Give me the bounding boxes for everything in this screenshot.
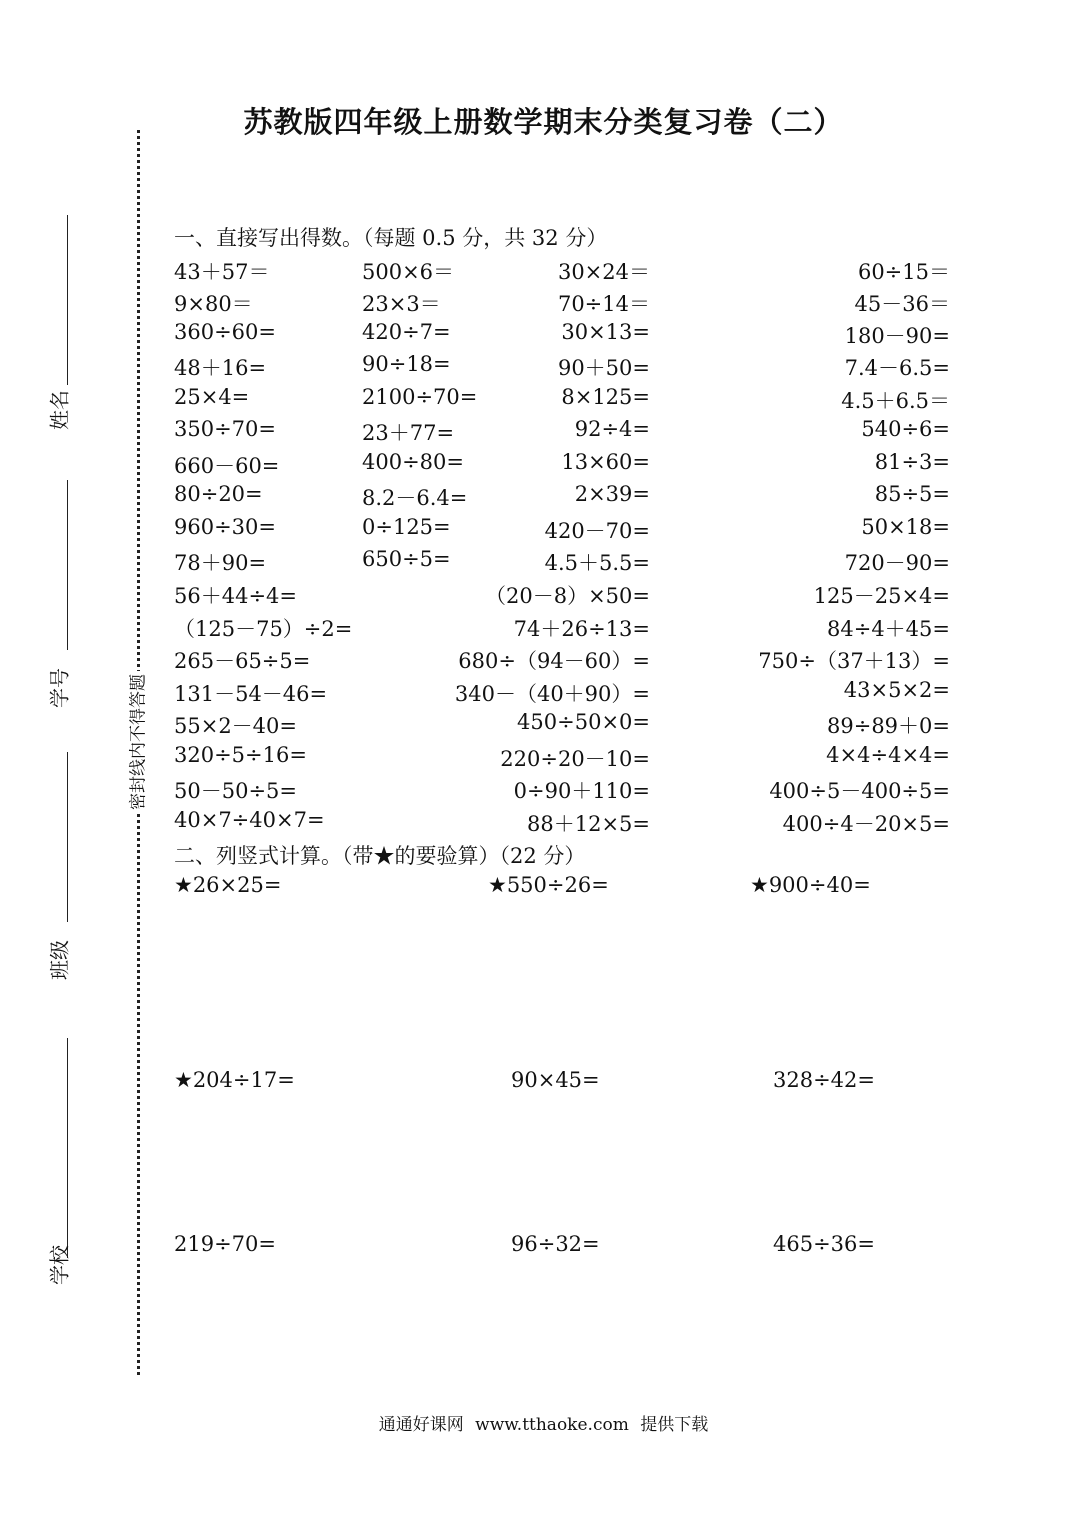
problem: 420－70= (544, 519, 650, 543)
problem: 4×4÷4×4= (826, 743, 950, 767)
problem: 360÷60= (174, 320, 276, 344)
problem: 2×39= (574, 482, 650, 506)
section-1-heading: 一、直接写出得数。（每题 0.5 分，共 32 分） (174, 226, 608, 250)
table-row (0, 645, 1087, 677)
problem: 56＋44÷4= (174, 584, 297, 608)
problem: 400÷5－400÷5= (769, 779, 950, 803)
problem: 45－36＝ (854, 292, 950, 316)
vertical-problem: ★204÷17= (174, 1068, 295, 1092)
problem: 7.4－6.5= (844, 356, 950, 380)
problem: 540÷6= (861, 417, 950, 441)
problem: 30×13= (561, 320, 650, 344)
problem: （20－8）×50= (485, 584, 650, 608)
problem: 74＋26÷13= (513, 617, 650, 641)
problem: 131－54－46= (174, 682, 328, 706)
vertical-problem: 90×45= (511, 1068, 600, 1092)
problem: 4.5＋6.5＝ (841, 389, 950, 413)
binding-notice: 密封线内不得答题 (124, 671, 149, 813)
problem: 60÷15＝ (857, 260, 950, 284)
vertical-problem: ★900÷40= (750, 873, 871, 897)
problem: 48＋16= (174, 356, 267, 380)
student-number-field-label: 学号 (47, 668, 72, 708)
problem: 680÷（94－60）= (458, 649, 650, 673)
table-row (0, 580, 1087, 612)
problem: 85÷5= (874, 482, 950, 506)
problem: 88＋12×5= (527, 812, 650, 836)
problem: 0÷90＋110= (513, 779, 650, 803)
problem: 90÷18= (362, 352, 451, 376)
problem: 50－50÷5= (174, 779, 297, 803)
problem: 660－60= (174, 454, 280, 478)
problem: 0÷125= (362, 515, 451, 539)
table-row (0, 547, 1087, 579)
page-title: 苏教版四年级上册数学期末分类复习卷（二） (243, 105, 844, 139)
problem: 8.2－6.4= (362, 486, 468, 510)
problem: 90＋50= (557, 356, 650, 380)
vertical-problem: 465÷36= (773, 1232, 875, 1256)
section-2-heading: 二、列竖式计算。（带★的要验算）（22 分） (174, 844, 586, 868)
problem: 350÷70= (174, 417, 276, 441)
table-row (0, 417, 1087, 449)
problem: 750÷（37＋13）= (758, 649, 950, 673)
vertical-problem: ★26×25= (174, 873, 282, 897)
table-row (0, 808, 1087, 840)
problem: 340－（40＋90）= (454, 682, 650, 706)
vertical-problem: 219÷70= (174, 1232, 276, 1256)
problem: 89÷89＋0= (827, 714, 950, 738)
problem: 8×125= (561, 385, 650, 409)
table-row (0, 613, 1087, 645)
school-field-line (67, 1038, 68, 1258)
table-row (0, 678, 1087, 710)
problem: 650÷5= (362, 547, 451, 571)
problem: 25×4= (174, 385, 250, 409)
problem: 92÷4= (574, 417, 650, 441)
vertical-problem: ★550÷26= (488, 873, 609, 897)
table-row (0, 482, 1087, 514)
problem: 2100÷70= (362, 385, 478, 409)
problem: 70÷14＝ (557, 292, 650, 316)
problem: 180－90= (844, 324, 950, 348)
problem: 55×2－40= (174, 714, 297, 738)
problem: 9×80＝ (174, 292, 253, 316)
problem: 720－90= (844, 551, 950, 575)
problem: 400÷4－20×5= (782, 812, 950, 836)
problem: 43×5×2= (843, 678, 950, 702)
class-field-label: 班级 (47, 940, 72, 980)
table-row (0, 710, 1087, 742)
table-row (0, 256, 1087, 288)
problem: 320÷5÷16= (174, 743, 307, 767)
problem: 450÷50×0= (517, 710, 650, 734)
problem: 80÷20= (174, 482, 263, 506)
problem: 81÷3= (874, 450, 950, 474)
table-row (0, 775, 1087, 807)
school-field-label: 学校 (47, 1245, 72, 1285)
table-row (0, 385, 1087, 417)
footer-source-note: 通通好课网 www.tthaoke.com 提供下载 (378, 1415, 709, 1435)
table-row (0, 450, 1087, 482)
problem: 78＋90= (174, 551, 267, 575)
table-row (0, 288, 1087, 320)
problem: 23×3＝ (362, 292, 441, 316)
problem: （125－75）÷2= (174, 617, 353, 641)
problem: 23＋77= (362, 421, 455, 445)
problem: 125－25×4= (813, 584, 950, 608)
problem: 400÷80= (362, 450, 464, 474)
problem: 13×60= (561, 450, 650, 474)
vertical-problem: 96÷32= (511, 1232, 600, 1256)
vertical-problem: 328÷42= (773, 1068, 875, 1092)
problem: 40×7÷40×7= (174, 808, 325, 832)
problem: 960÷30= (174, 515, 276, 539)
problem: 50×18= (861, 515, 950, 539)
problem: 4.5＋5.5= (544, 551, 650, 575)
table-row (0, 352, 1087, 384)
problem: 30×24＝ (557, 260, 650, 284)
problem: 43＋57＝ (174, 260, 270, 284)
problem: 84÷4＋45= (827, 617, 950, 641)
problem: 500×6＝ (362, 260, 455, 284)
table-row (0, 515, 1087, 547)
problem: 220÷20－10= (500, 747, 650, 771)
table-row (0, 320, 1087, 352)
name-field-label: 姓名 (47, 390, 72, 430)
problem: 265－65÷5= (174, 649, 311, 673)
table-row (0, 743, 1087, 775)
problem: 420÷7= (362, 320, 451, 344)
